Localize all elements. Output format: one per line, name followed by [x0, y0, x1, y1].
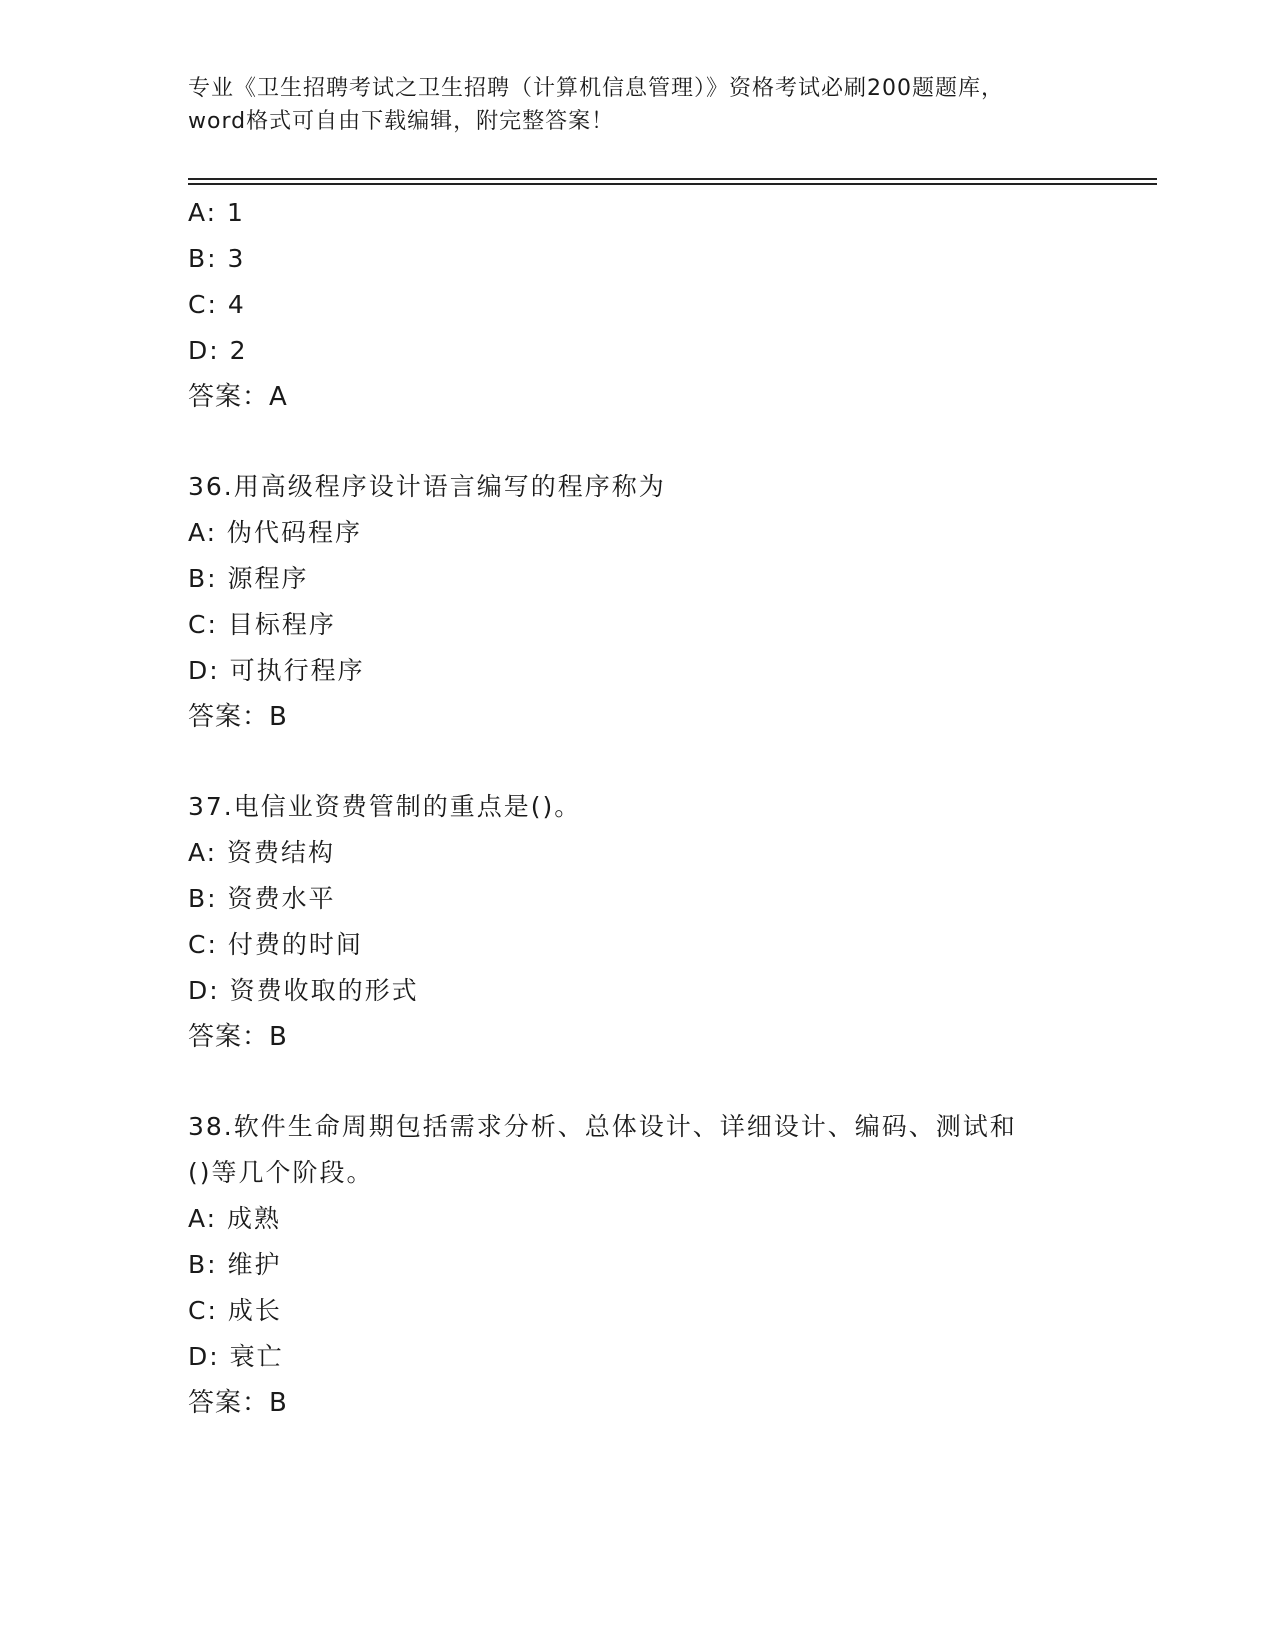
question-stem: 36.用高级程序设计语言编写的程序称为 — [188, 472, 666, 501]
option-d: D: 资费收取的形式 — [188, 976, 419, 1005]
option-d: D: 衰亡 — [188, 1342, 284, 1371]
document-header — [188, 72, 1078, 138]
question-stem-line-2: ()等几个阶段。 — [188, 1158, 374, 1187]
question-36 — [188, 464, 1088, 740]
question-stem-line-1: 38.软件生命周期包括需求分析、总体设计、详细设计、编码、测试和 — [188, 1112, 1017, 1141]
option-b: B: 维护 — [188, 1250, 282, 1279]
header-rule-top — [188, 178, 1157, 180]
header-rule-bottom — [188, 183, 1157, 185]
answer-35: 答案：A — [188, 382, 288, 412]
answer-37: 答案：B — [188, 1022, 288, 1052]
option-a: A: 资费结构 — [188, 838, 336, 867]
header-line-1: 专业《卫生招聘考试之卫生招聘（计算机信息管理）》资格考试必刷200题题库， — [188, 76, 1004, 101]
option-d: D: 2 — [188, 336, 248, 365]
option-b: B: 3 — [188, 244, 246, 273]
option-c: C: 目标程序 — [188, 610, 336, 639]
option-c: C: 4 — [188, 290, 246, 319]
option-a: A: 成熟 — [188, 1204, 282, 1233]
spacer — [188, 420, 1088, 464]
question-35 — [188, 190, 1088, 420]
option-a: A: 1 — [188, 198, 245, 227]
option-a: A: 伪代码程序 — [188, 518, 363, 547]
option-d: D: 可执行程序 — [188, 656, 365, 685]
question-stem: 37.电信业资费管制的重点是()。 — [188, 792, 582, 821]
question-38 — [188, 1104, 1088, 1426]
option-b: B: 源程序 — [188, 564, 309, 593]
option-b: B: 资费水平 — [188, 884, 336, 913]
answer-36: 答案：B — [188, 702, 288, 732]
option-c: C: 付费的时间 — [188, 930, 363, 959]
spacer — [188, 1060, 1088, 1104]
question-37 — [188, 784, 1088, 1060]
answer-38: 答案：B — [188, 1388, 288, 1418]
option-c: C: 成长 — [188, 1296, 282, 1325]
question-list — [188, 190, 1088, 1426]
header-line-2: word格式可自由下载编辑，附完整答案！ — [188, 109, 615, 134]
spacer — [188, 740, 1088, 784]
